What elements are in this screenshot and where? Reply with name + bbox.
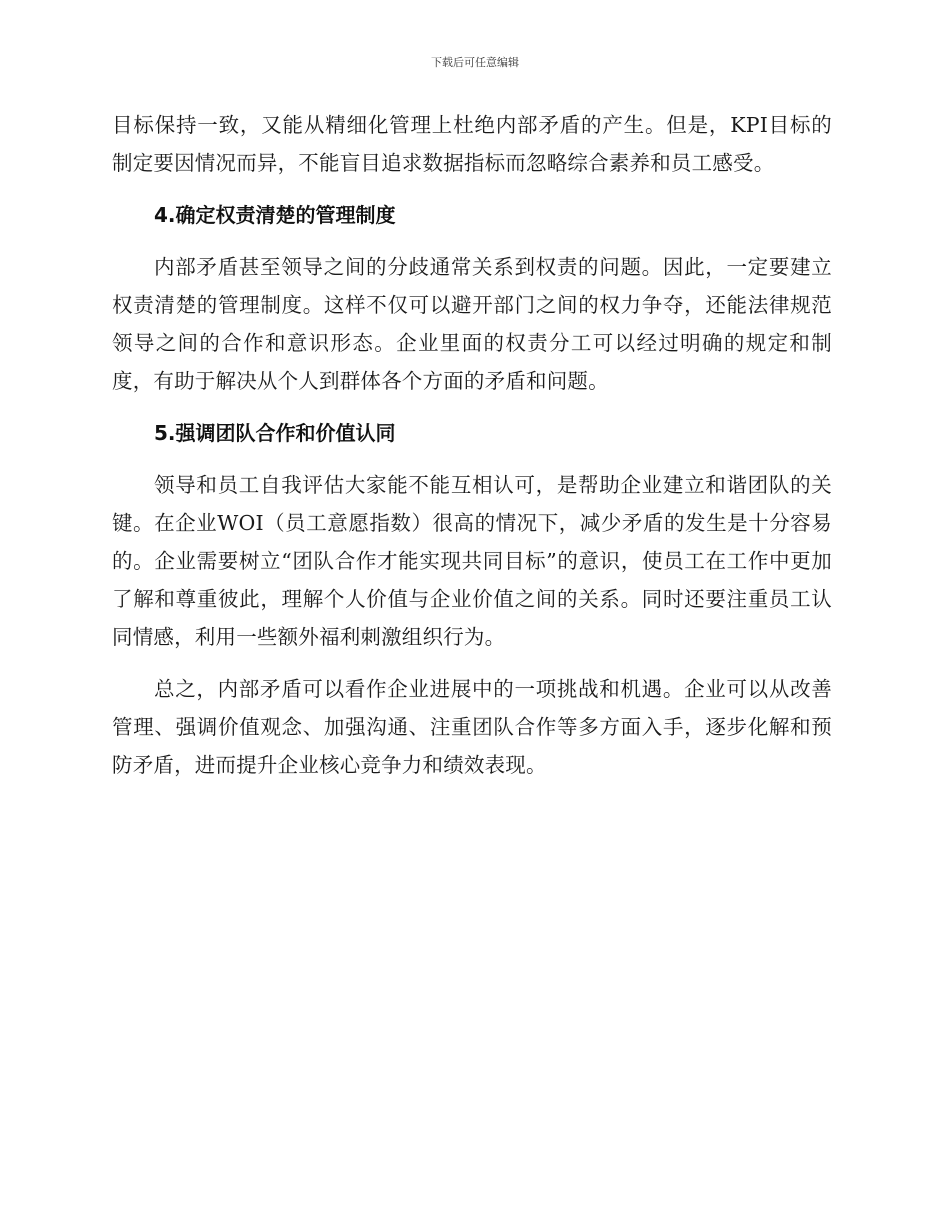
document-body bbox=[112, 106, 832, 784]
section-heading-4: 4.确定权责清楚的管理制度 bbox=[154, 203, 396, 227]
page-header: 下载后可任意编辑 bbox=[431, 56, 519, 69]
section-heading-5: 5.强调团队合作和价值认同 bbox=[154, 421, 396, 445]
paragraph-conclusion: 总之，内部矛盾可以看作企业进展中的一项挑战和机遇。企业可以从改善管理、强调价值观念、加强沟通、注重团队合作等多方面入手，逐步化解和预防矛盾，进而提升企业核心竞争力和绩效表现。 bbox=[112, 677, 832, 777]
paragraph-section-4: 内部矛盾甚至领导之间的分歧通常关系到权责的问题。因此，一定要建立权责清楚的管理制度。这样不仅可以避开部门之间的权力争夺，还能法律规范领导之间的合作和意识形态。企业里面的权责分工可以经过明确的规定和制度，有助于解决从个人到群体各个方面的矛盾和问题。 bbox=[112, 255, 832, 393]
paragraph-section-5: 领导和员工自我评估大家能不能互相认可，是帮助企业建立和谐团队的关键。在企业WOI（员工意愿指数）很高的情况下，减少矛盾的发生是十分容易的。企业需要树立“团队合作才能实现共同目标”的意识，使员工在工作中更加了解和尊重彼此，理解个人价值与企业价值之间的关系。同时还要注重员工认同情感，利用一些额外福利刺激组织行为。 bbox=[112, 473, 832, 649]
paragraph-intro: 目标保持一致，又能从精细化管理上杜绝内部矛盾的产生。但是，KPI目标的制定要因情况而异，不能盲目追求数据指标而忽略综合素养和员工感受。 bbox=[112, 113, 832, 175]
